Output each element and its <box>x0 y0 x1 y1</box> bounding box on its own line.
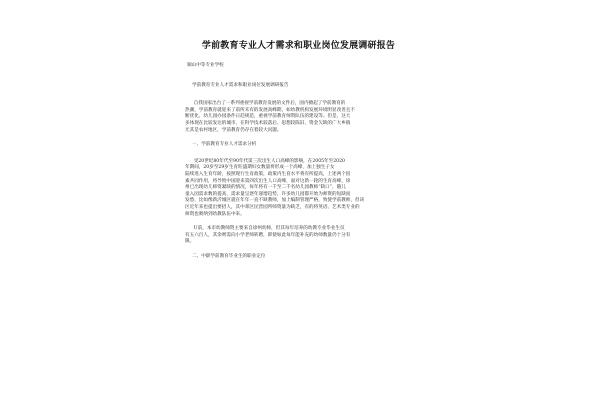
paragraph-line: 受20世纪80年代至90年代第三次出生人口高峰的影响，在2005年至2020 <box>185 158 345 164</box>
section-heading-1: 一、学前教育专业人才需求分析 <box>192 142 257 148</box>
paragraph-line: 有五六百人，其余则需向小学老师转聘，即使如此每年能补充的幼师数量仍十分有 <box>185 232 351 238</box>
demand-paragraph <box>185 159 412 218</box>
paragraph-line: 童入园需求数的提高，需求量呈逐年递增趋势，许多幼儿园都开始为师资的短缺而 <box>185 191 351 197</box>
paragraph-line: 尤其是农村地区，学前教育仍存在着较大问题。 <box>185 127 282 133</box>
paragraph-line: 限。 <box>185 239 195 245</box>
paragraph-line: 区近年来也提出要招人，其中邳区民营园所师资量为缺乏，有的将英语、艺术类专业的 <box>185 204 360 210</box>
paragraph-line: 热潮，学前教育就迎来了前所未有的发展高峰期，如幼教机构发展环境明显改善且不 <box>185 107 355 113</box>
paragraph-line: 多体现在比较发达的城市，在科学技术较落后、思想较陈旧、资金欠缺的广大乡镇 <box>185 120 351 126</box>
paragraph-line: 师资也吸纳到幼教队伍中来。 <box>185 211 245 217</box>
paragraph-line: 素共同作用，将导致中国迎来第四次出生人口高峰，面对这新一轮的生育高峰，徐 <box>185 178 351 184</box>
intro-paragraph <box>185 101 412 134</box>
supply-paragraph <box>185 226 412 246</box>
paragraph-line: 自我国家出台了一系列重视学前教育发展的文件后，国内掀起了学前教育的 <box>185 101 346 107</box>
school-name: 铜山中等专业学校 <box>187 63 224 68</box>
paragraph-line: 陆续进入生育年龄，按照现行生育政策，政策内生育水平将有所提高，上述两个因 <box>185 171 351 177</box>
document-title: 学前教育专业人才需求和职业岗位发展调研报告 <box>201 41 396 51</box>
paragraph-line: U前，本市幼教师资主要来自徐州幼师，但其每年培养的幼教专业毕业生仅 <box>185 226 345 232</box>
document-subtitle: 学前教育专业人才需求和职业岗位发展调研报告 <box>192 82 289 88</box>
paragraph-line: 发愁，比如像新沂城区就在年年一直不缺教师，加上编制管理严格，致使学前教师，但该 <box>185 198 365 204</box>
paragraph-line: 州已出现幼儿师资紧缺的情况，每年将有一千至二千名幼儿园教师“缺口”，随儿 <box>185 185 346 191</box>
section-heading-2: 二、中职学前教育毕业生的职业定位 <box>192 253 266 259</box>
paragraph-line: 年期间，20岁至29岁生育旺盛期妇女数量将形成一个高峰，加上独生子女 <box>185 165 335 171</box>
paragraph-line: 断优化，幼儿园办园条件日趋规范，重视学前教育师资队伍的建设等。但是，这大 <box>185 114 351 120</box>
